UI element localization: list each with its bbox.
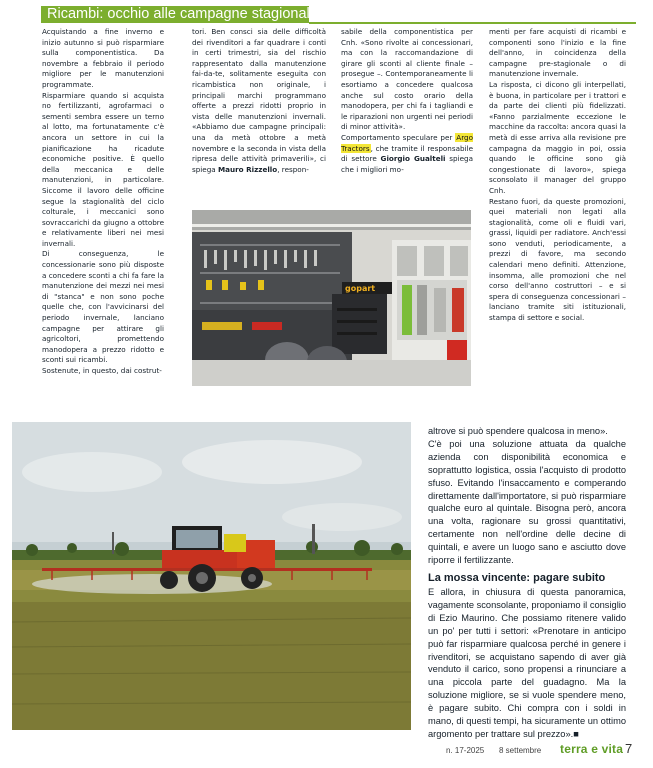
- shop-sign-text: gopart: [345, 284, 376, 293]
- paragraph: altrove si può spendere qualcosa in meno».: [428, 426, 608, 436]
- paragraph-text: , che tramite il responsabile di settore: [341, 143, 473, 164]
- paragraph-text: , respon-: [277, 164, 309, 174]
- text-column-4: [489, 27, 626, 387]
- paragraph: menti per fare acquisti di ricambi e componenti sono l'inizio e la fine dell'anno, in coincidenza della campagne pre-stagionale o di manutenzione invernale.: [489, 27, 626, 79]
- tractor-field-photo: [12, 422, 411, 730]
- text-column-2: [192, 27, 326, 207]
- issue-number: n. 17-2025: [446, 746, 485, 755]
- section-banner: [41, 6, 313, 23]
- shop-photo: [192, 210, 471, 386]
- paragraph: C'è poi una soluzione attuata da qualche azienda con disponibilità economica e soprattutto logistica, ossia l'acquisto di prodotto sfuso. Evitando l'insaccamento e comperando direttamente dall'importatore, si può risparmiare qualche euro al quintale. Bisogna però, ancora una volta, ragionare su grossi quantitativi, certamente non nell'ordine delle decine di quintali, e avere un luogo sano e asciutto dove riporre il fertilizzante.: [428, 438, 626, 566]
- paragraph: Risparmiare quando si acquista no fertilizzanti, agrofarmaci o sementi sembra essere un terno al lotto, ma fortunatamente c'è ancora un settore in cui la pianificazione ha ricadute economiche positive. È quello della meccanica e delle manutenzioni, in particolare. Siccome il lavoro delle officine segue la stagionalità del ciclo colturale, i meccanici sono sovraccarichi da giugno a ottobre e relativamente liberi nei mesi invernali.: [42, 90, 164, 248]
- brand-logo: terra e vita: [560, 742, 624, 756]
- paragraph: [192, 27, 326, 175]
- end-mark: ■: [573, 728, 579, 739]
- section-subheading: La mossa vincente: pagare subito: [428, 572, 606, 584]
- paragraph-text: spiega che i migliori mo-: [341, 154, 473, 174]
- page-number: 7: [625, 741, 633, 756]
- paragraph: Restano fuori, da queste promozioni, quei materiali non legati alla stagionalità, come oli e fluidi vari, grassi, liquidi per radiatore. Anch'essi sono venduti, periodicamente, a prezzi di favore, ma secondo calendari meno definiti. Attenzione, insomma, alle promozioni che nel corso dell'anno costruttori – e si spera di conseguenza concessionari – lanciano tramite siti istituzionali, stampa di settore e social.: [489, 196, 626, 323]
- paragraph-text: tori. Ben consci sia delle difficoltà dei rivenditori a far quadrare i conti in certi trimestri, sia del rischio rappresentato dalla manutenzione fai-da-te, solitamente eseguita con ricambistica non originale, i principali marchi programmano offerte a prezzi ridotti proprio in vista delle manutenzioni invernali. «Abbiamo due campagne principali: una da metà ottobre a metà novembre e la seconda in vista della ripresa delle attività primaverili», ci spiega: [192, 27, 326, 174]
- person-name: Giorgio Gualteli: [380, 154, 446, 164]
- page-title: Ricambi: occhio alle campagne stagionali: [47, 6, 313, 22]
- paragraph: Di conseguenza, le concessionarie sono più disposte a concedere sconti a chi fa fare la manutenzione dei mezzi nei mesi di "stanca" e non sono poche quelle che, con l'avvicinarsi del periodo invernale, lanciano campagne per attirare gli agricoltori, promettendo manodopera a prezzo ridotto e sconti sui ricambi.: [42, 249, 164, 365]
- paragraph: Acquistando a fine inverno e inizio autunno si può risparmiare sulla componentistica. Da novembre a febbraio il periodo migliore per le manutenzioni programmate.: [42, 27, 164, 89]
- issue-date: 8 settembre: [499, 746, 542, 755]
- paragraph: [341, 133, 473, 175]
- paragraph: [428, 586, 626, 741]
- person-name: Mauro Rizzello: [217, 164, 278, 174]
- text-column-1: [42, 27, 164, 387]
- header-rule: [309, 22, 636, 24]
- text-column-3: [341, 27, 473, 207]
- text-column-lower-2: [428, 586, 626, 739]
- paragraph: sabile della componentistica per Cnh. «Sono rivolte ai concessionari, ma con la raccomandazione di girare gli sconti al cliente finale – prosegue –. Contemporaneamente li esortiamo a concedere qualcosa anche sul costo orario della manodopera, per chi fa i tagliandi e le riparazioni non urgenti nei periodi di minor attività».: [341, 27, 473, 132]
- paragraph-text: E allora, in chiusura di questa panoramica, vagamente sconsolante, proponiamo il consiglio di Ezio Maurino. Che possiamo ritenere valido un po' per tutti i settori: «Prenotare in anticipo può far risparmiare qualcosa perché in genere i rivenditori, se acquistano sapendo di aver già venduto il carico, sono propensi a rinunciare a una piccola parte del guadagno. Ma la soluzione migliore, se si vuole spendere meno, è pagare subito. Chi compra con i soldi in mano, di questi tempi, ha sicuramente un ottimo argomento per trattare sul prezzo».: [428, 587, 626, 739]
- paragraph: Sostenute, in questo, dai costrut-: [42, 366, 162, 375]
- paragraph: La risposta, ci dicono gli interpellati, è buona, in particolare per i trattori e da parte dei clienti più fidelizzati. «Fanno parzialmente eccezione le macchine da raccolta: ancora quasi la metà di esse arriva alla revisione pre campagna da maggio in poi, ossia quando le officine sono già congestionate di lavoro», spiega sconsolato il manager del gruppo Cnh.: [489, 79, 626, 195]
- paragraph-text: Comportamento speculare per: [341, 132, 456, 142]
- text-column-lower: [428, 425, 626, 570]
- highlighted-brand: Argo Tractors: [341, 132, 473, 153]
